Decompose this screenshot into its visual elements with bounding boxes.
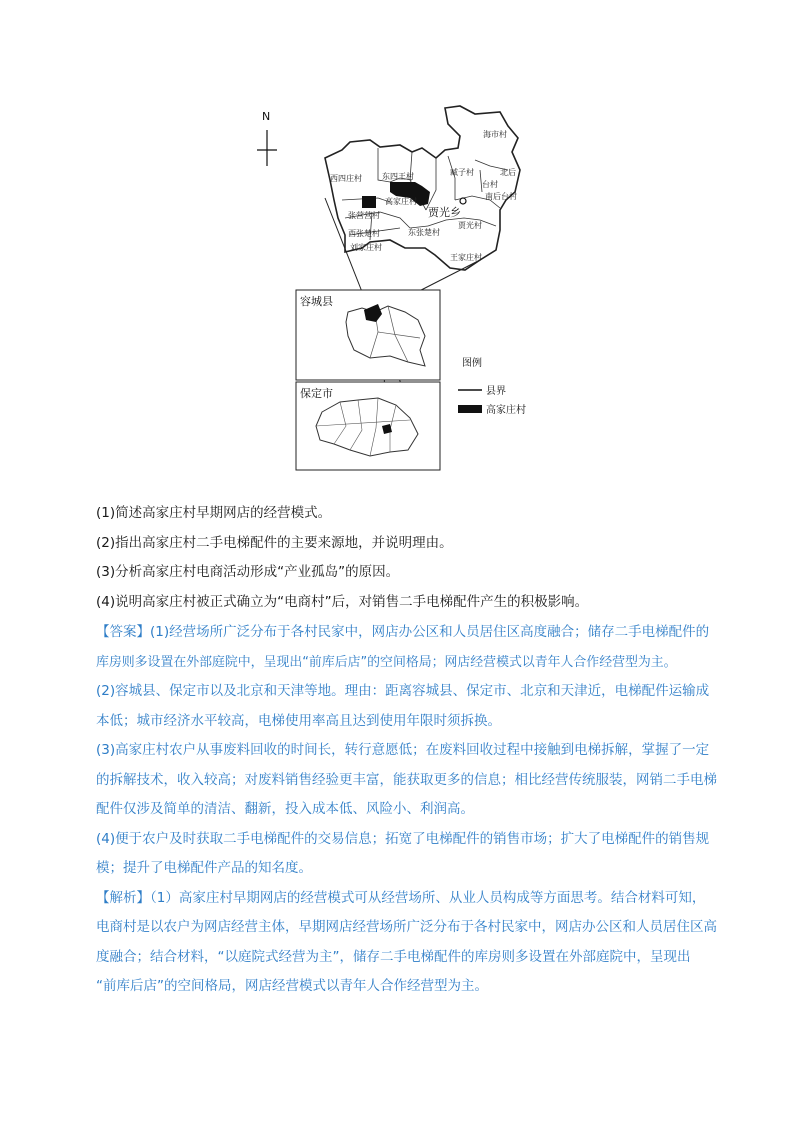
location-map (250, 100, 550, 480)
north-label: N (262, 110, 271, 123)
village-label: 东张楚村 (408, 228, 440, 237)
answer-text: (1)经营场所广泛分布于各村民家中，网店办公区和人员居住区高度融合；储存二手电梯配件的 (150, 624, 710, 640)
analysis-tag: 【解析】 (96, 889, 150, 906)
village-label: 东四王村 (382, 172, 414, 181)
question-4: (4)说明高家庄村被正式确立为“电商村”后，对销售二手电梯配件产生的积极影响。 (96, 593, 589, 610)
question-1: (1)简述高家庄村早期网店的经营模式。 (96, 505, 332, 521)
question-3: (3)分析高家庄村电商活动形成“产业孤岛”的原因。 (96, 564, 400, 580)
answer-line-4: 本低；城市经济水平较高，电梯使用率高且达到使用年限时须拆换。 (96, 712, 501, 729)
question-list (96, 499, 720, 617)
village-label: 台村 (482, 180, 498, 189)
answer-line-5: (3)高家庄村农户从事废料回收的时间长，转行意愿低；在废料回收过程中接触到电梯拆解，掌握了一定 (96, 742, 710, 758)
village-label: 高家庄村 (385, 197, 417, 206)
answer-line-3: (2)容城县、保定市以及北京和天津等地。理由：距离容城县、保定市、北京和天津近，电梯配件运输成 (96, 683, 710, 699)
village-label: 西张楚村 (348, 229, 380, 238)
village-label: 北后 (500, 168, 516, 177)
village-label: 王家庄村 (450, 253, 482, 262)
analysis-line-2: 电商村是以农户为网店经营主体，早期网店经营场所广泛分布于各村民家中，网店办公区和人员居住区高 (96, 919, 717, 935)
village-label: 臧子村 (450, 168, 474, 177)
inset-city-label: 保定市 (300, 387, 333, 400)
legend-county-border: 县界 (486, 386, 506, 397)
north-arrow-icon (257, 110, 277, 166)
village-label: 西四庄村 (330, 174, 362, 183)
map-legend (458, 356, 526, 416)
answer-line-8: (4)便于农户及时获取二手电梯配件的交易信息；拓宽了电梯配件的销售市场；扩大了电梯配件的销售规 (96, 830, 710, 847)
analysis-line-4: “前库后店”的空间格局，网店经营模式以青年人合作经营型为主。 (96, 978, 488, 994)
gaojiazhuang-parcel (362, 196, 376, 208)
township-seat-icon (460, 198, 466, 204)
village-label: 贾光村 (458, 221, 482, 230)
question-2: (2)指出高家庄村二手电梯配件的主要来源地，并说明理由。 (96, 534, 453, 551)
legend-gaojiazhuang: 高家庄村 (486, 405, 526, 416)
analysis-line-3: 度融合；结合材料，“以庭院式经营为主”，储存二手电梯配件的库房则多设置在外部庭院中，呈现出 (96, 948, 691, 965)
answer-line-2: 库房则多设置在外部庭院中，呈现出“前库后店”的空间格局；网店经营模式以青年人合作经营型为主。 (96, 654, 677, 670)
village-label: 南后台村 (485, 192, 517, 201)
village-label: 海市村 (483, 130, 507, 139)
answer-line-1 (96, 618, 720, 648)
answer-line-9: 模；提升了电梯配件产品的知名度。 (96, 860, 312, 876)
analysis-text: （1）高家庄村早期网店的经营模式可从经营场所、从业人员构成等方面思考。结合材料可知， (150, 889, 706, 906)
map-svg (250, 100, 550, 480)
answer-section (96, 618, 720, 1002)
village-label: 张营营村 (348, 211, 380, 220)
township-label: 贾光乡 (428, 206, 461, 219)
analysis-line-1 (96, 884, 720, 914)
inset-county-label: 容城县 (300, 295, 333, 308)
answer-line-6: 的拆解技术，收入较高；对废料销售经验更丰富，能获取更多的信息；相比经营传统服装，网销二手电梯 (96, 771, 717, 788)
answer-tag: 【答案】 (96, 624, 150, 640)
answer-line-7: 配件仅涉及简单的清洁、翻新，投入成本低、风险小、利润高。 (96, 801, 474, 817)
village-label: 刘家庄村 (350, 243, 382, 252)
legend-title: 图例 (462, 358, 482, 369)
